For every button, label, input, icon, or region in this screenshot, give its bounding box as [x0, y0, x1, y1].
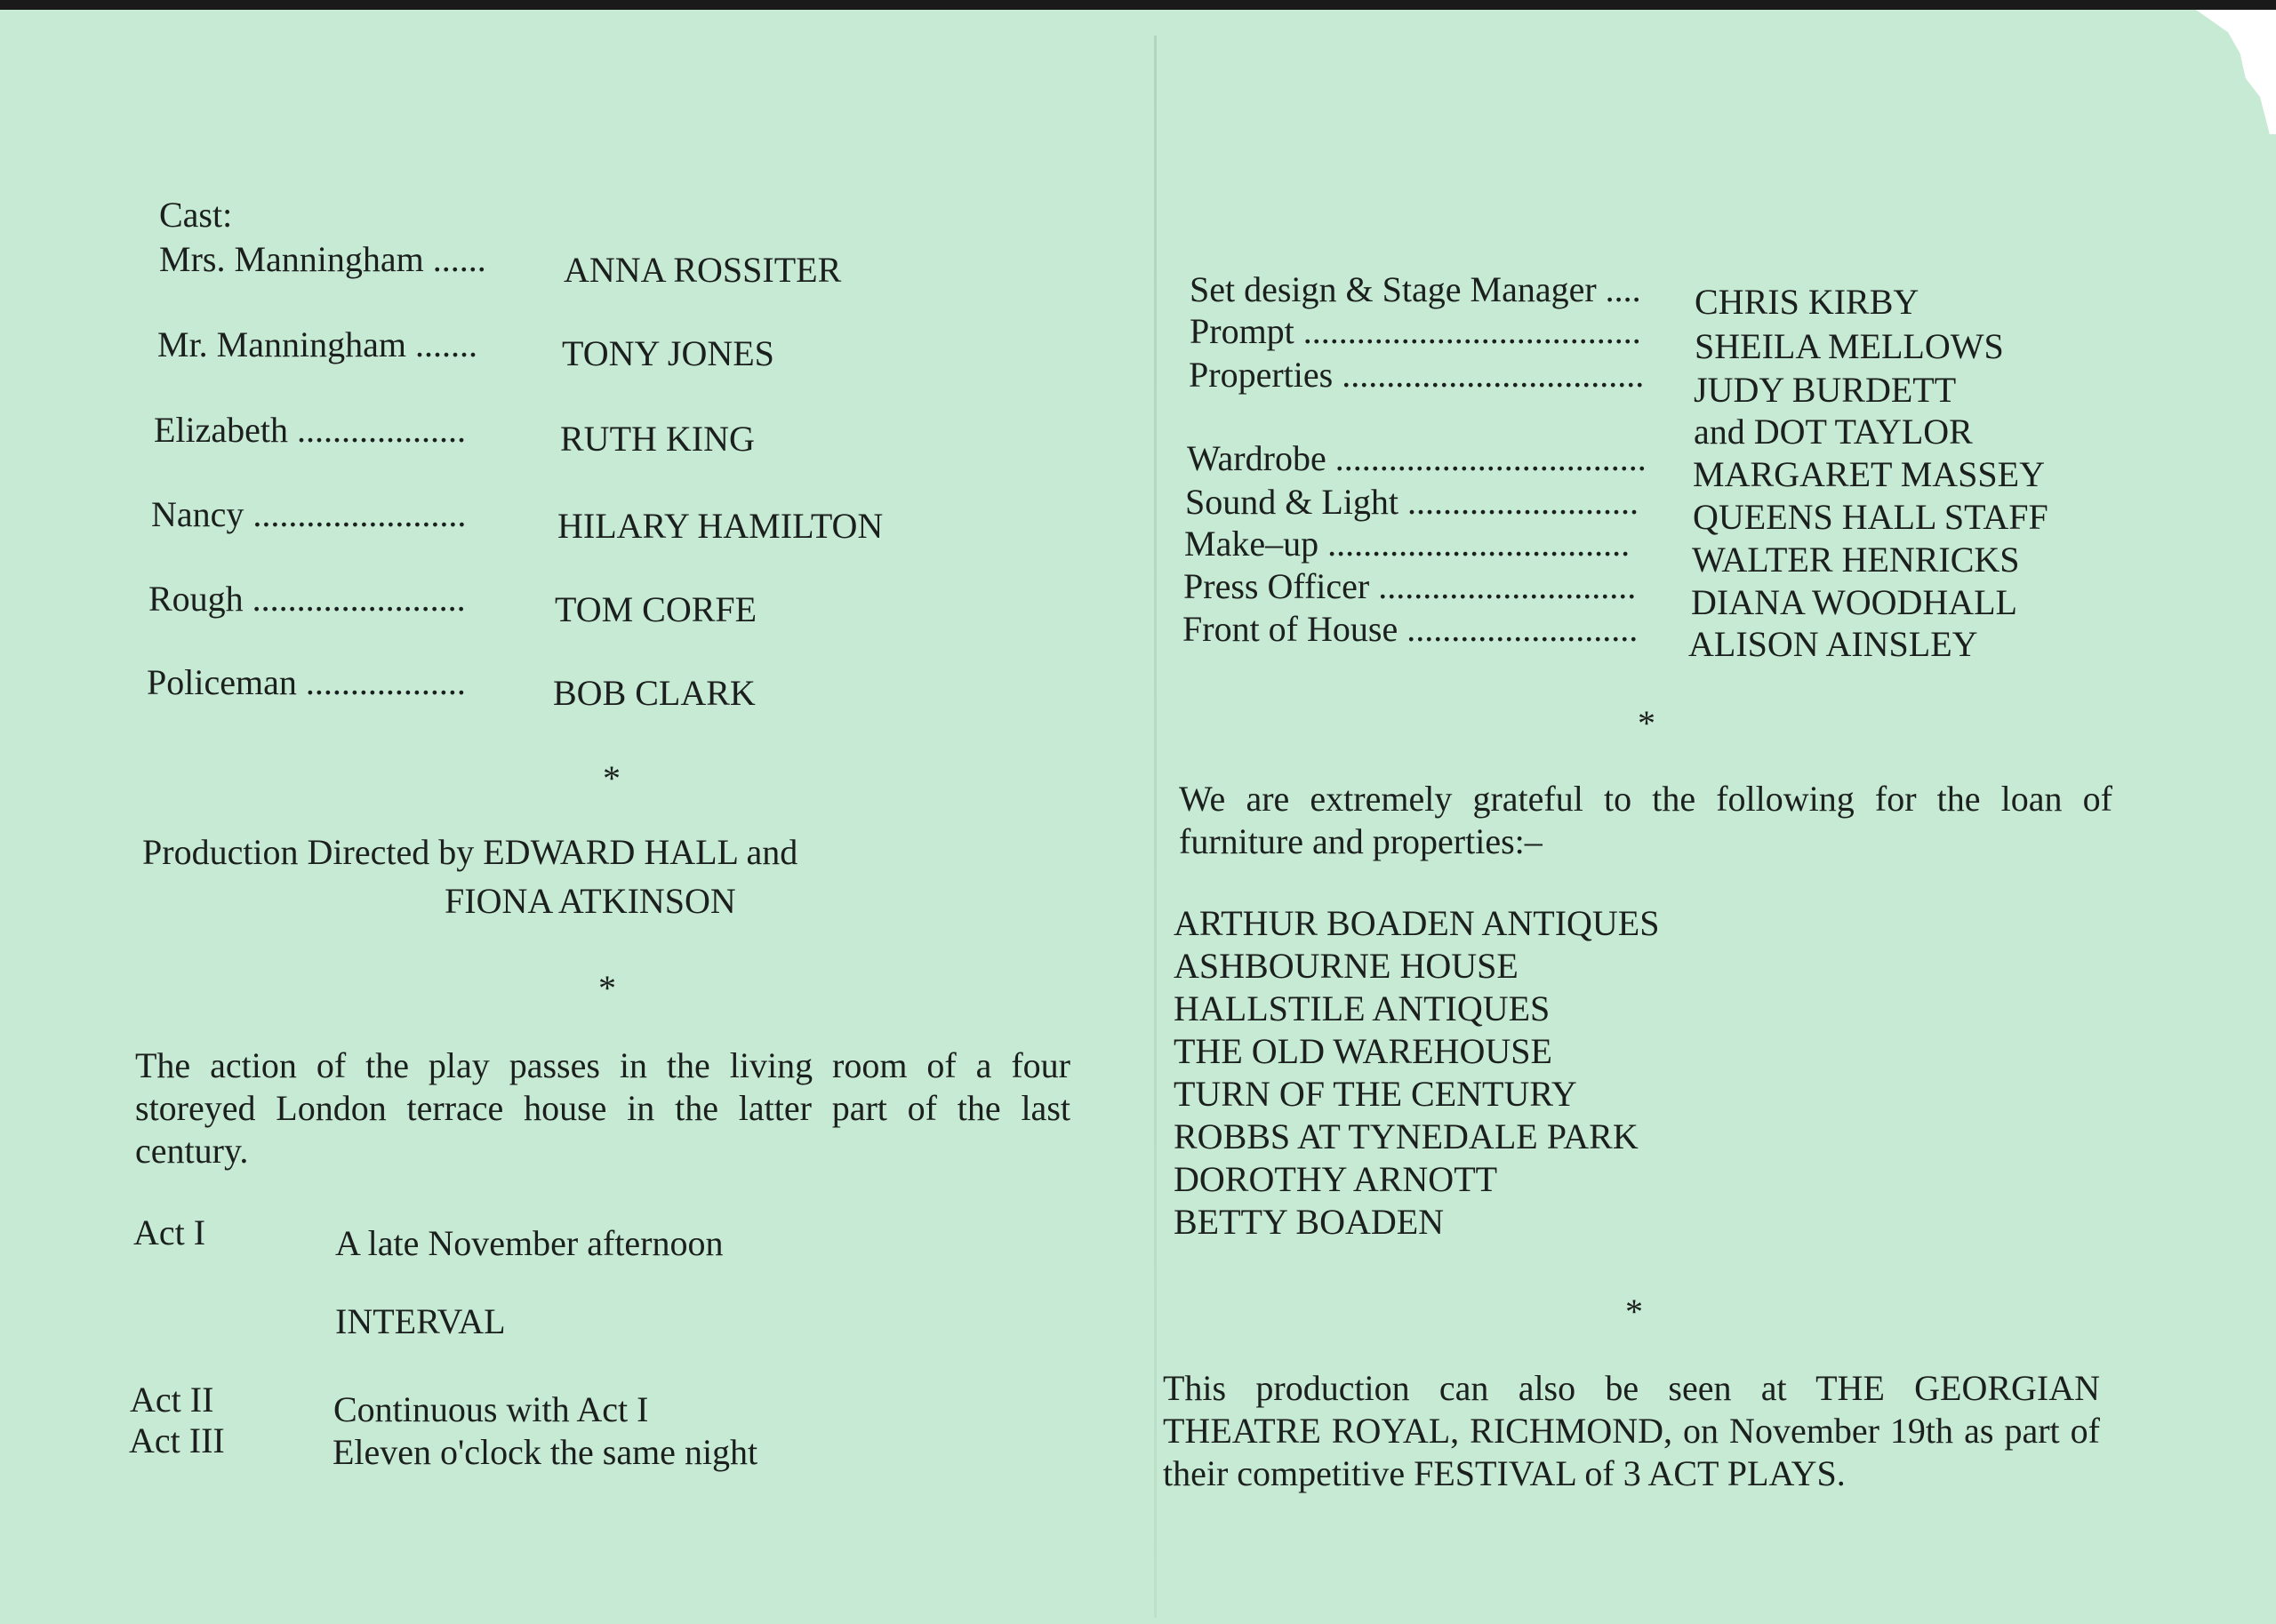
separator-star: * [603, 758, 621, 798]
crew-name: JUDY BURDETT [1694, 370, 1957, 410]
cast-actor: TOM CORFE [555, 589, 757, 629]
director-line: Production Directed by EDWARD HALL and [142, 832, 798, 872]
cast-role: Mrs. Manningham ...... [159, 239, 486, 279]
crew-name: QUEENS HALL STAFF [1693, 497, 2048, 537]
scan-top-edge [0, 0, 2276, 10]
cast-role: Rough ........................ [148, 579, 466, 619]
lender-item: THE OLD WAREHOUSE [1174, 1031, 1552, 1071]
lender-item: ASHBOURNE HOUSE [1174, 946, 1519, 986]
act-description: Continuous with Act I [333, 1389, 649, 1429]
separator-star: * [1638, 703, 1655, 743]
crew-name: MARGARET MASSEY [1693, 454, 2045, 494]
crew-name: CHRIS KIRBY [1695, 282, 1919, 322]
crew-name: and DOT TAYLOR [1694, 412, 1973, 452]
lender-item: ROBBS AT TYNEDALE PARK [1174, 1116, 1639, 1156]
act-description: A late November afternoon [335, 1223, 724, 1263]
crew-name: SHEILA MELLOWS [1695, 326, 2004, 366]
cast-role: Policeman .................. [147, 662, 466, 702]
lenders-list [1174, 902, 1659, 1244]
separator-star: * [1625, 1292, 1643, 1332]
setting-description: The action of the play passes in the living room of a four storeyed London terrace house in the latter part of the last century. [135, 1045, 1070, 1171]
crew-role: Wardrobe ................................... [1187, 438, 1647, 478]
crew-role: Make–up .................................. [1184, 524, 1631, 564]
lender-item: DOROTHY ARNOTT [1174, 1159, 1498, 1199]
cast-actor: BOB CLARK [553, 673, 756, 713]
crew-role: Prompt ...................................... [1190, 311, 1641, 351]
lender-item: HALLSTILE ANTIQUES [1174, 988, 1551, 1028]
act-label: Act III [129, 1420, 225, 1460]
crew-role: Properties .................................. [1189, 355, 1645, 395]
cast-heading: Cast: [159, 195, 233, 235]
page-fold [1154, 36, 1157, 1618]
cast-role: Nancy ........................ [151, 494, 467, 534]
cast-role: Mr. Manningham ....... [157, 324, 477, 364]
cast-actor: RUTH KING [560, 419, 755, 459]
crew-name: DIANA WOODHALL [1691, 582, 2017, 622]
lender-item: ARTHUR BOADEN ANTIQUES [1174, 903, 1660, 943]
lender-item: BETTY BOADEN [1174, 1202, 1445, 1242]
crew-name: ALISON AINSLEY [1688, 624, 1978, 664]
cast-actor: ANNA ROSSITER [564, 250, 842, 290]
act-label: Act I [133, 1212, 206, 1252]
cast-actor: HILARY HAMILTON [557, 506, 884, 546]
crew-name: WALTER HENRICKS [1692, 540, 2020, 580]
crew-role: Set design & Stage Manager .... [1190, 269, 1641, 309]
act-label: Act II [130, 1380, 214, 1420]
cast-role: Elizabeth ................... [154, 410, 467, 450]
crew-role: Sound & Light .......................... [1185, 482, 1639, 522]
lender-item: TURN OF THE CENTURY [1174, 1074, 1577, 1114]
crew-role: Press Officer ............................. [1183, 566, 1637, 606]
director-line-2: FIONA ATKINSON [445, 881, 736, 921]
crew-role: Front of House .......................... [1182, 609, 1639, 649]
interval-label: INTERVAL [335, 1301, 506, 1341]
cast-actor: TONY JONES [562, 333, 774, 373]
separator-star: * [598, 968, 616, 1008]
closing-text: This production can also be seen at THE GEORGIAN THEATRE ROYAL, RICHMOND, on November 19th as part of their competitive FESTIVAL of 3 ACT PLAYS. [1163, 1368, 2100, 1493]
act-description: Eleven o'clock the same night [333, 1432, 758, 1472]
thanks-text: We are extremely grateful to the following for the loan of furniture and properties:– [1179, 779, 2112, 861]
